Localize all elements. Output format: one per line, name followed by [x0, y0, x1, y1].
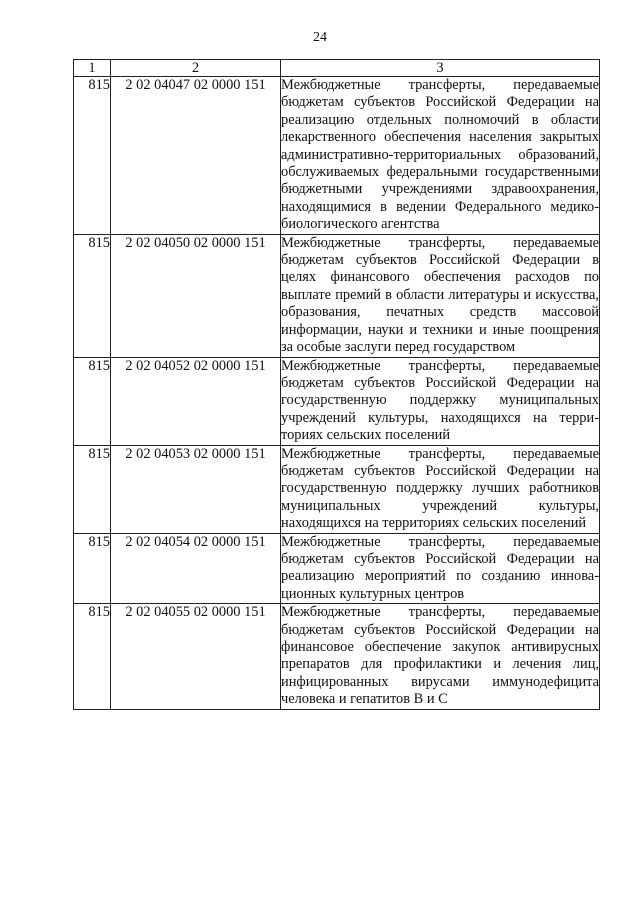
budget-code-cell: 2 02 04053 02 0000 151 — [111, 445, 281, 533]
table-row — [74, 445, 600, 533]
budget-code-cell: 2 02 04050 02 0000 151 — [111, 234, 281, 357]
column-header-1: 1 — [74, 60, 111, 77]
budget-code-cell: 2 02 04052 02 0000 151 — [111, 357, 281, 445]
table-row — [74, 357, 600, 445]
page-number: 24 — [313, 30, 327, 45]
column-header-3: 3 — [281, 60, 600, 77]
description-cell: Межбюджетные трансферты, передаваемые бюджетам субъектов Российской Федерации на реализацию мероприятий по созданию инновационных культурных центров — [281, 533, 599, 602]
column-header-2: 2 — [111, 60, 281, 77]
table-header-row — [74, 60, 600, 77]
admin-code-cell: 815 — [74, 445, 111, 533]
table-row — [74, 234, 600, 357]
table-row — [74, 533, 600, 604]
budget-code-cell: 2 02 04055 02 0000 151 — [111, 604, 281, 709]
budget-code-cell: 2 02 04054 02 0000 151 — [111, 533, 281, 604]
description-cell: Межбюджетные трансферты, передаваемые бюджетам субъектов Российской Федерации на реализацию отдельных полномочий в области лекарственного обеспечения населения закрытых административно-территориальных образований, обслуживаемых федеральными государственными бюджетными учреждениями здравоохранения, находящимися в ведении Федерального медико-биологического агентства — [281, 77, 599, 233]
admin-code-cell: 815 — [74, 357, 111, 445]
admin-code-cell: 815 — [74, 77, 111, 235]
description-cell: Межбюджетные трансферты, передаваемые бюджетам субъектов Российской Федерации на государственную поддержку лучших работников муниципальных учреждений культуры, находящихся на территориях сельских поселений — [281, 445, 599, 532]
table-row — [74, 77, 600, 235]
budget-classification-table — [73, 59, 600, 710]
description-cell: Межбюджетные трансферты, передаваемые бюджетам субъектов Российской Федерации на государственную поддержку муниципальных учреждений культуры, находящихся на территориях сельских поселений — [281, 357, 599, 444]
description-cell: Межбюджетные трансферты, передаваемые бюджетам субъектов Российской Федерации в целях финансового обеспечения расходов по выплате премий в области литературы и искусства, образования, печатных средств массовой информации, науки и техники и иные поощрения за особые заслуги перед государством — [281, 234, 599, 356]
admin-code-cell: 815 — [74, 234, 111, 357]
admin-code-cell: 815 — [74, 604, 111, 709]
budget-code-cell: 2 02 04047 02 0000 151 — [111, 77, 281, 235]
admin-code-cell: 815 — [74, 533, 111, 604]
table-row — [74, 604, 600, 709]
description-cell: Межбюджетные трансферты, передаваемые бюджетам субъектов Российской Федерации на финансовое обеспечение закупок антивирусных препаратов для профилактики и лечения лиц, инфицированных вирусами иммунодефицита человека и гепатитов В и С — [281, 604, 599, 708]
